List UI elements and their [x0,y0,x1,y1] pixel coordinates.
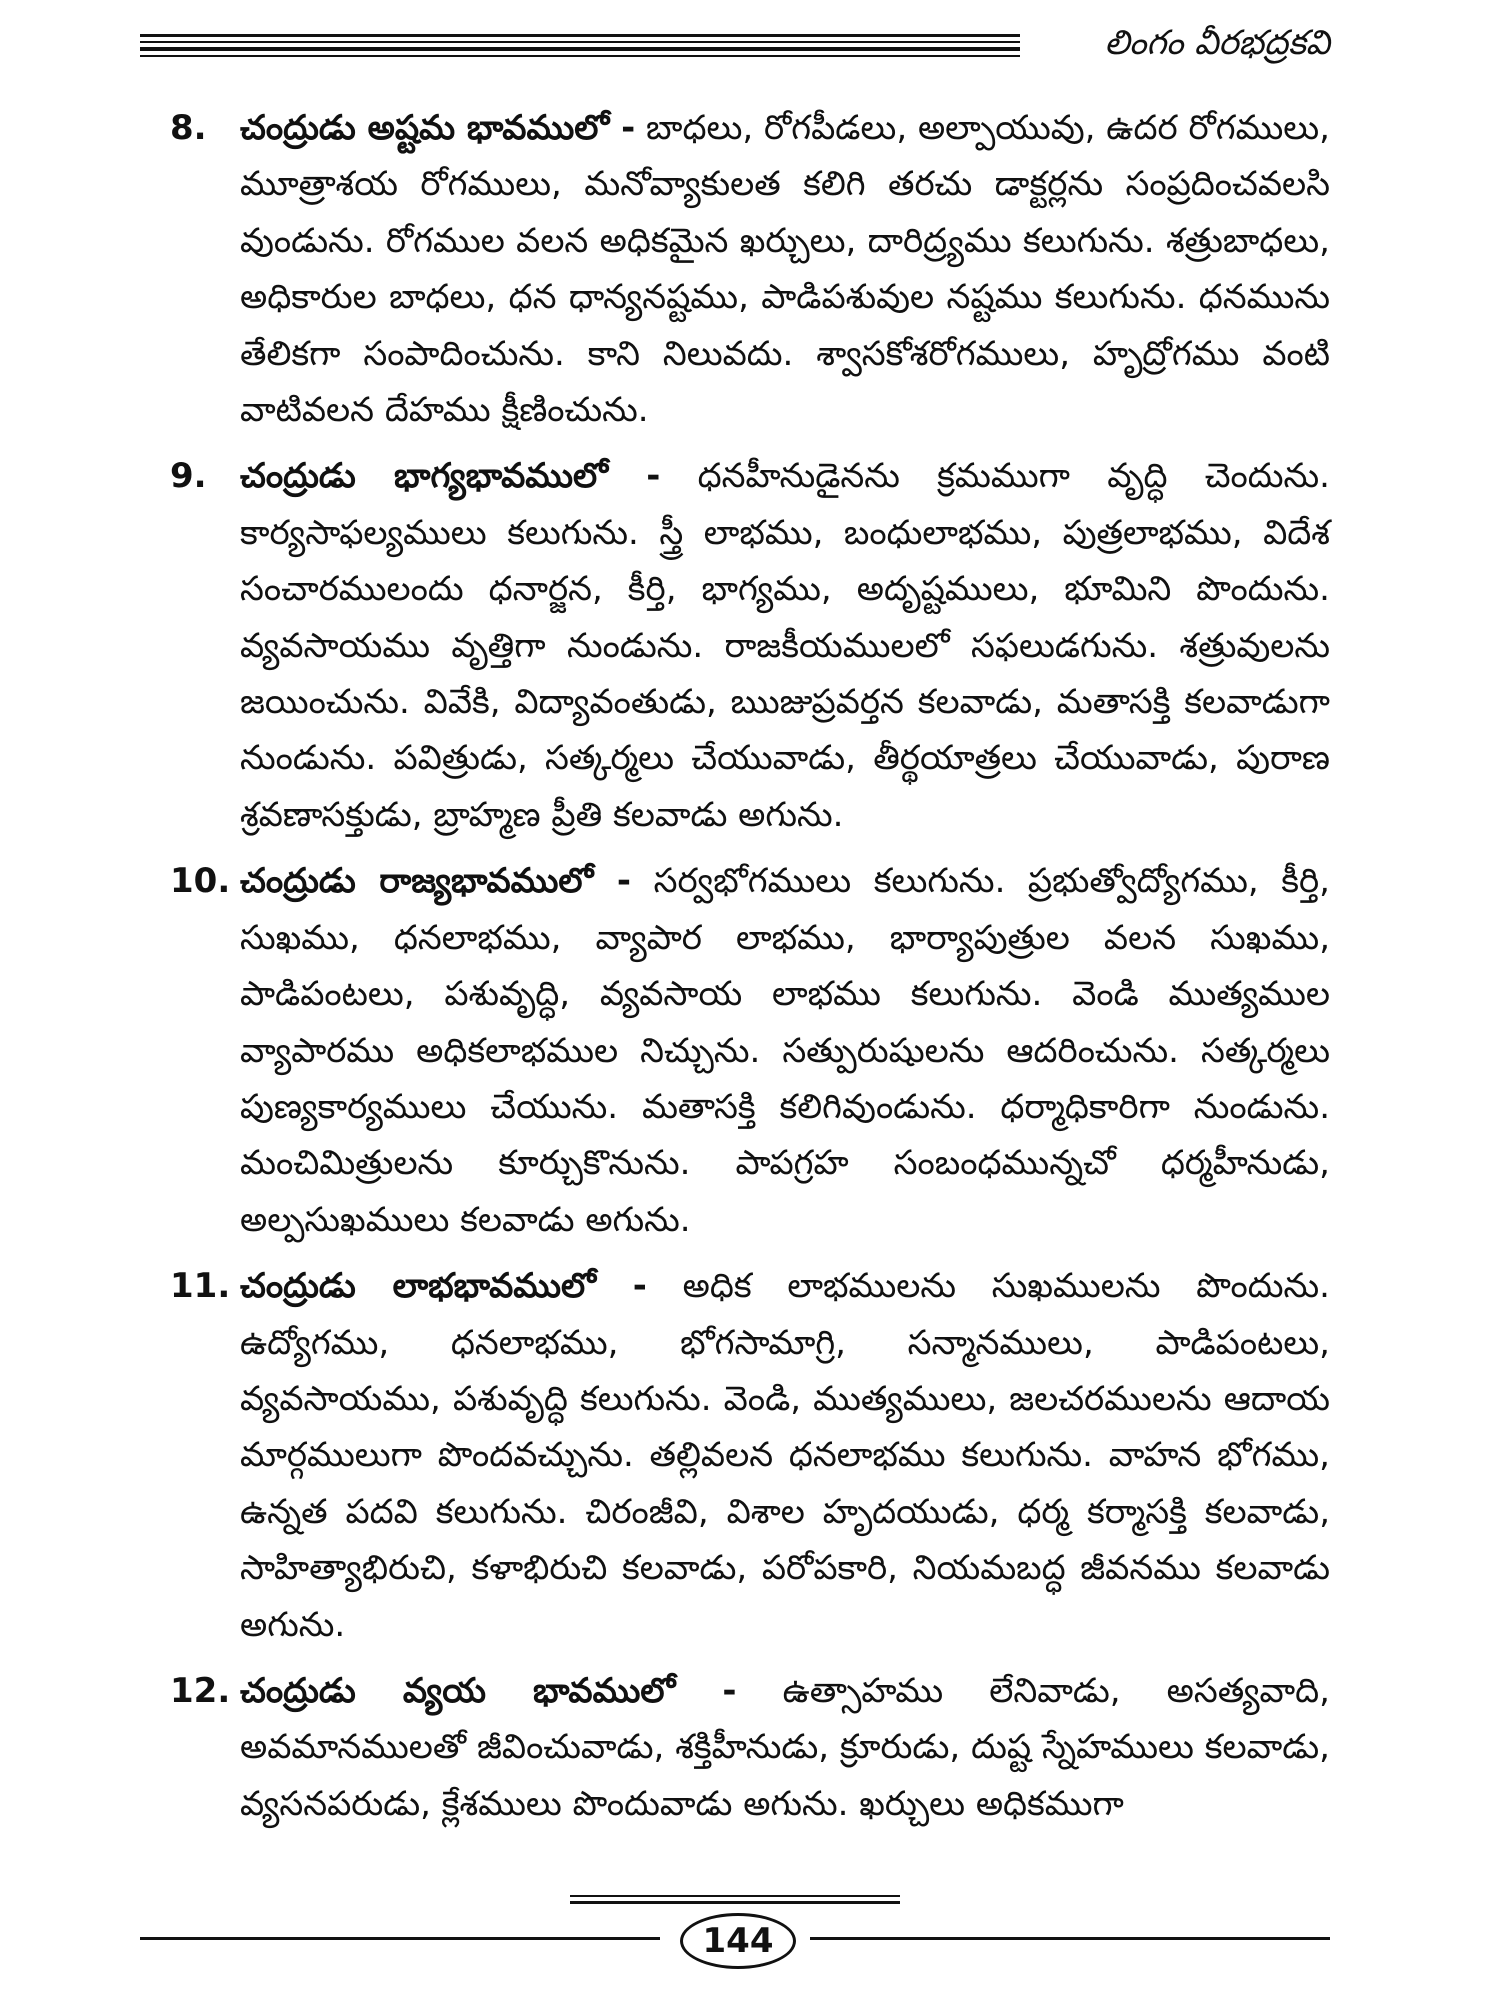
footer-rule-right [810,1937,1330,1940]
item-text: ఉత్సాహము లేనివాడు, అసత్యవాది, అవమానములతో జీవించువాడు, శక్తిహీనుడు, క్రూరుడు, దుష్ట స్నేహములు కలవాడు, వ్యసనపరుడు, క్లేశములు పొందువాడు అగును. ఖర్చులు అధికముగా [240,1670,1330,1824]
page-header [140,18,1330,68]
item-text: బాధలు, రోగపీడలు, అల్పాయువు, ఉదర రోగములు, మూత్రాశయ రోగములు, మనోవ్యాకులత కలిగి తరచు డాక్టర్లను సంప్రదించవలసి వుండును. రోగముల వలన అధికమైన ఖర్చులు, దారిద్ర్యము కలుగును. శత్రుబాధలు, అధికారుల బాధలు, ధన ధాన్యనష్టము, పాడిపశువుల నష్టము కలుగును. ధనమును తేలికగా సంపాదించును. కాని నిలువదు. శ్వాసకోశరోగములు, హృద్రోగము వంటి వాటివలన దేహము క్షీణించును. [240,108,1330,431]
list-item [170,100,1330,438]
page-footer [140,1895,1330,1975]
item-text: అధిక లాభములను సుఖములను పొందును. ఉద్యోగము, ధనలాభము, భోగసామాగ్రి, సన్మానములు, పాడిపంటలు, వ్యవసాయము, పశువృద్ధి కలుగును. వెండి, ముత్యములు, జలచరములను ఆదాయ మార్గములుగా పొందవచ్చును. తల్లివలన ధనలాభము కలుగును. వాహన భోగము, ఉన్నత పదవి కలుగును. చిరంజీవి, విశాల హృదయుడు, ధర్మ కర్మాసక్తి కలవాడు, సాహిత్యాభిరుచి, కళాభిరుచి కలవాడు, పరోపకారి, నియమబద్ధ జీవనము కలవాడు అగును. [240,1266,1330,1645]
footer-rule [570,1895,900,1897]
item-heading: చంద్రుడు వ్యయ భావములో - [240,1670,737,1711]
list-item [170,448,1330,843]
page-number: 144 [680,1913,796,1969]
header-rule [140,41,1020,43]
header-rules [140,34,1020,58]
footer-rule-left [140,1937,660,1940]
item-heading: చంద్రుడు భాగ్యభావములో - [240,456,661,497]
running-header-title: లింగం వీరభద్రకవి [1104,23,1330,63]
footer-ornament-rules [570,1895,900,1907]
page-body [170,100,1330,1890]
item-heading: చంద్రుడు రాజ్యభావములో - [240,861,632,902]
list-item [170,853,1330,1248]
item-text: ధనహీనుడైనను క్రమముగా వృద్ధి చెందును. కార్యసాఫల్యములు కలుగును. స్త్రీ లాభము, బంధులాభము, పుత్రలాభము, విదేశ సంచారములందు ధనార్జన, కీర్తి, భాగ్యము, అదృష్టములు, భూమిని పొందును. వ్యవసాయము వృత్తిగా నుండును. రాజకీయములలో సఫలుడగును. శత్రువులను జయించును. వివేకి, విద్యావంతుడు, ఋజుప్రవర్తన కలవాడు, మతాసక్తి కలవాడుగా నుండును. పవిత్రుడు, సత్కర్మలు చేయువాడు, తీర్థయాత్రలు చేయువాడు, పురాణ శ్రవణాసక్తుడు, బ్రాహ్మణ ప్రీతి కలవాడు అగును. [240,456,1330,835]
item-heading: చంద్రుడు లాభభావములో - [240,1266,647,1307]
list-item [170,1258,1330,1653]
item-number: 11. [170,1266,231,1307]
item-number: 9. [170,456,207,497]
item-number: 8. [170,108,207,148]
item-number: 10. [170,861,231,902]
header-rule [140,34,1020,37]
footer-rule [570,1901,900,1904]
item-heading: చంద్రుడు అష్టమ భావములో - [240,108,636,148]
header-rule [140,55,1020,57]
list-item [170,1663,1330,1832]
item-number: 12. [170,1670,231,1711]
header-rule [140,47,1020,51]
item-text: సర్వభోగములు కలుగును. ప్రభుత్వోద్యోగము, కీర్తి, సుఖము, ధనలాభము, వ్యాపార లాభము, భార్యాపుత్రుల వలన సుఖము, పాడిపంటలు, పశువృద్ధి, వ్యవసాయ లాభము కలుగును. వెండి ముత్యముల వ్యాపారము అధికలాభముల నిచ్చును. సత్పురుషులను ఆదరించును. సత్కర్మలు పుణ్యకార్యములు చేయును. మతాసక్తి కలిగివుండును. ధర్మాధికారిగా నుండును. మంచిమిత్రులను కూర్చుకొనును. పాపగ్రహ సంబంధమున్నచో ధర్మహీనుడు, అల్పసుఖములు కలవాడు అగును. [240,861,1330,1240]
